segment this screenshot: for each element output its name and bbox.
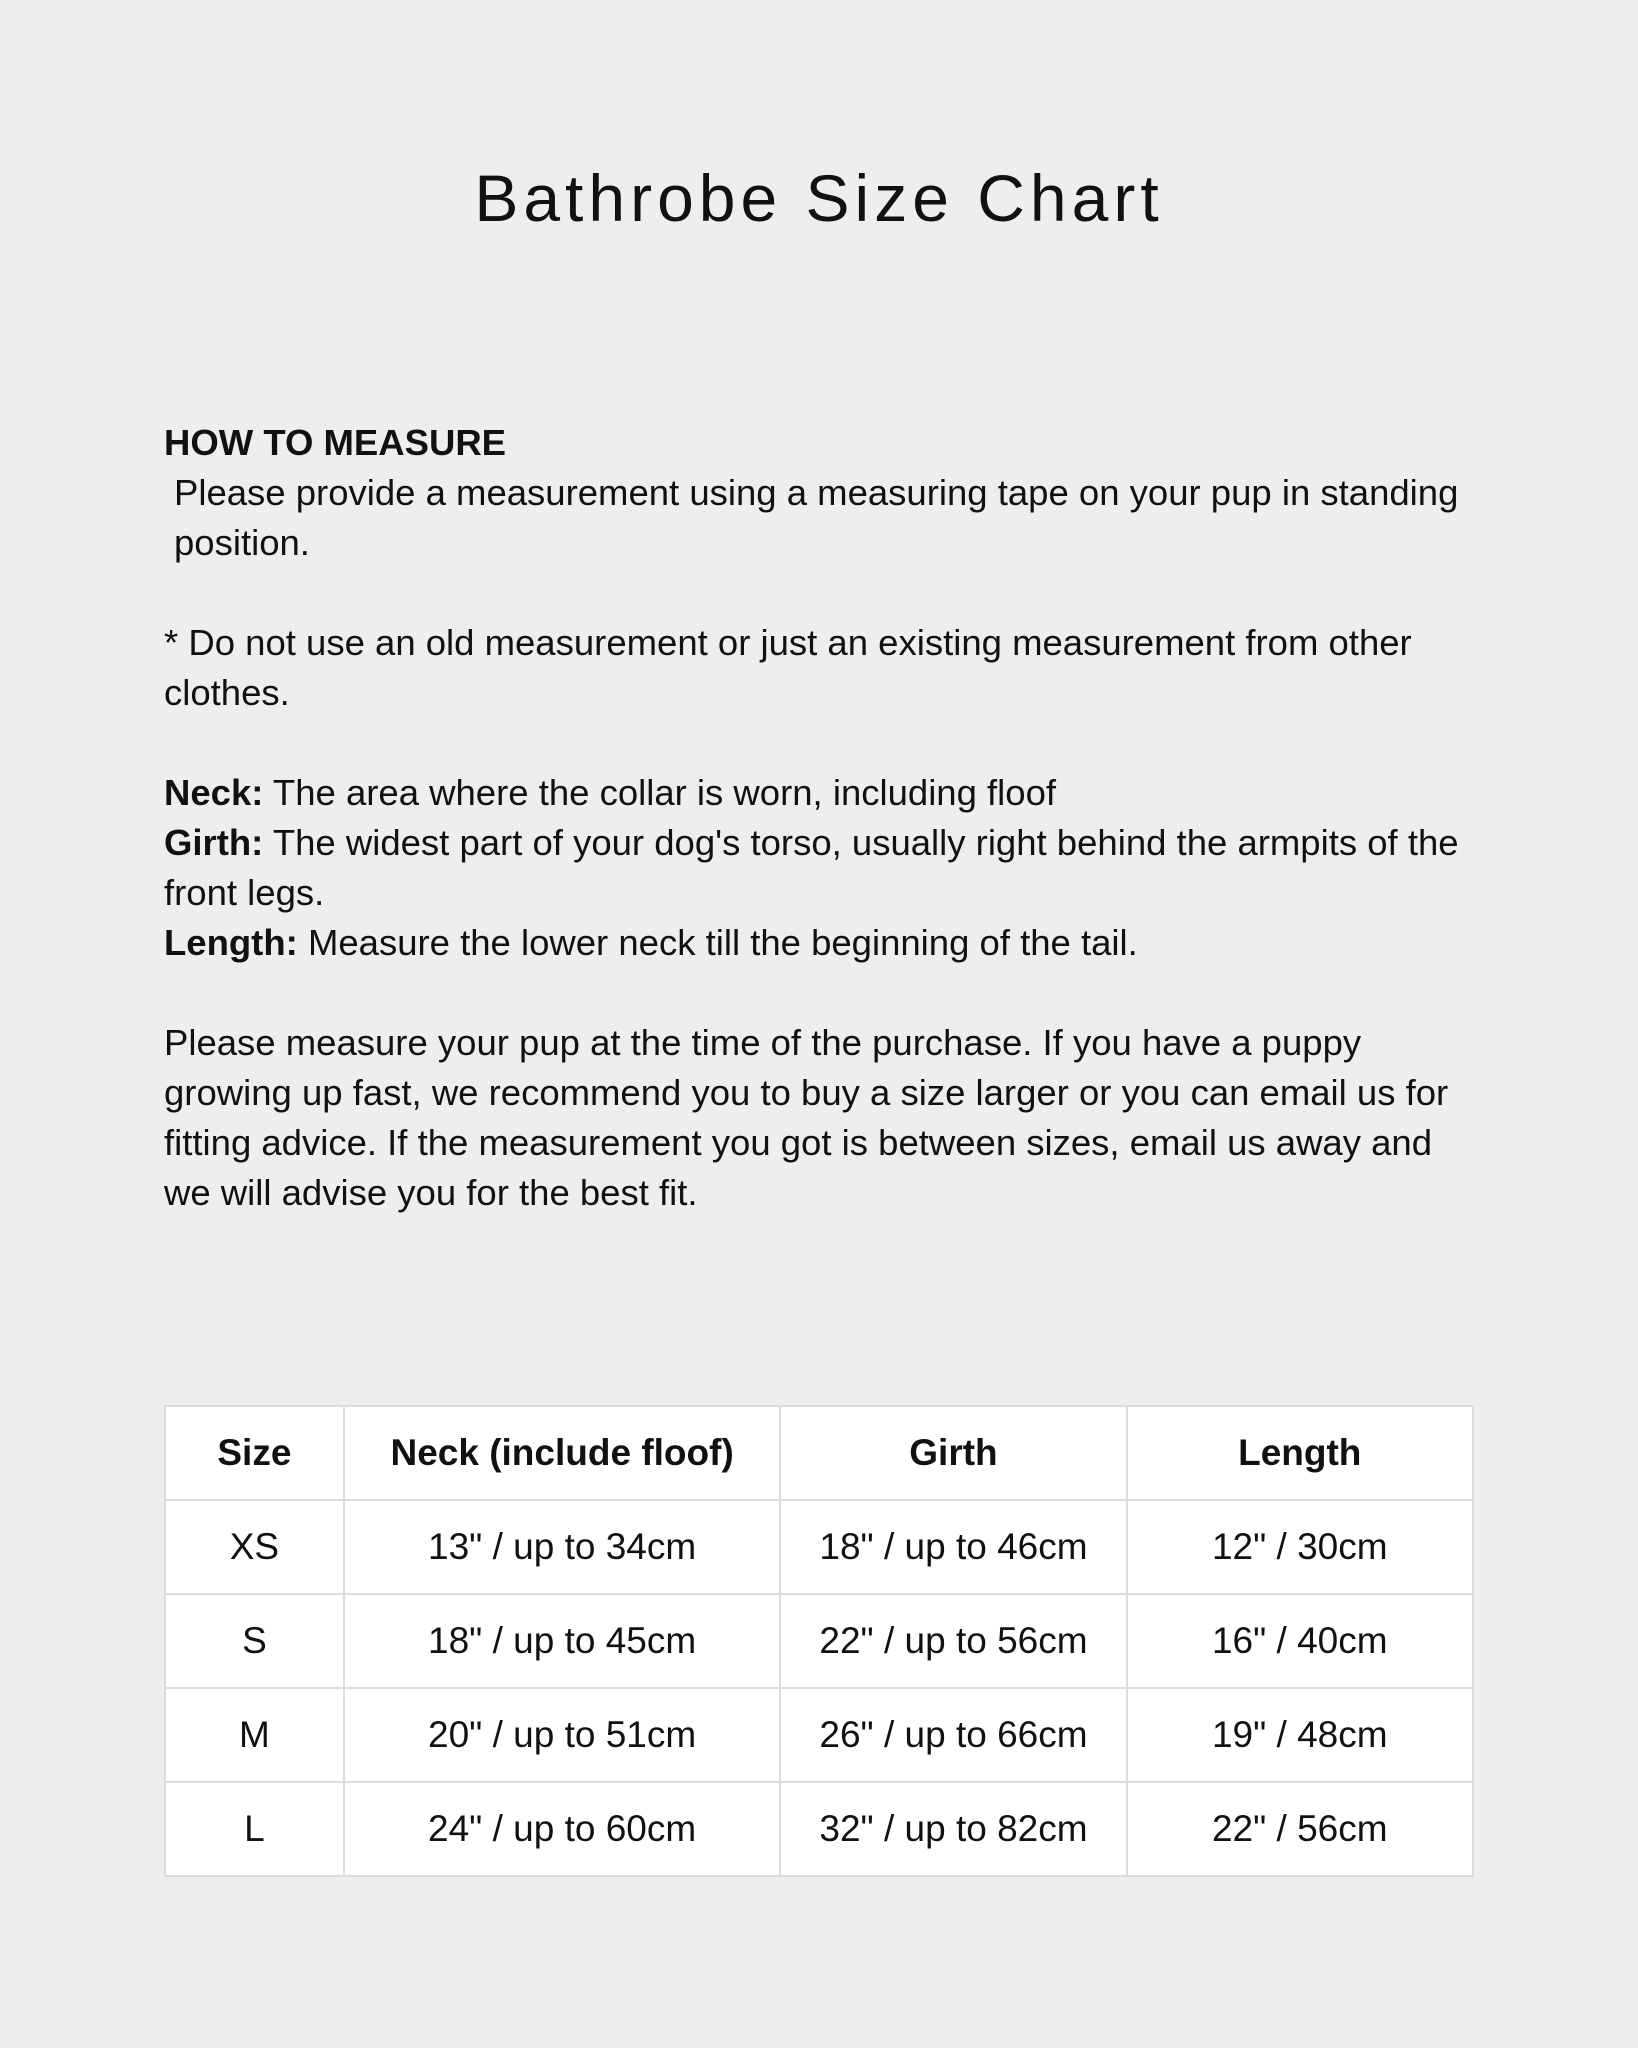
definition-text: Measure the lower neck till the beginning of the tail. — [307, 922, 1138, 963]
how-to-measure-section — [164, 418, 1484, 1218]
section-heading: HOW TO MEASURE — [164, 422, 507, 463]
cell-size: M — [165, 1688, 344, 1782]
note-text: * Do not use an old measurement or just an existing measurement from other clothes. — [164, 622, 1412, 713]
column-header-size: Size — [165, 1406, 344, 1500]
column-header-neck: Neck (include floof) — [344, 1406, 781, 1500]
cell-length: 19" / 48cm — [1127, 1688, 1473, 1782]
definition-girth — [164, 818, 1484, 918]
cell-neck: 18" / up to 45cm — [344, 1594, 781, 1688]
cell-length: 16" / 40cm — [1127, 1594, 1473, 1688]
column-header-length: Length — [1127, 1406, 1473, 1500]
cell-length: 12" / 30cm — [1127, 1500, 1473, 1594]
definition-text: The area where the collar is worn, including floof — [272, 772, 1057, 813]
intro-text: Please provide a measurement using a measuring tape on your pup in standing position. — [174, 472, 1459, 563]
table-row — [165, 1782, 1473, 1876]
page-title: Bathrobe Size Chart — [474, 161, 1164, 235]
cell-girth: 22" / up to 56cm — [780, 1594, 1126, 1688]
cell-girth: 18" / up to 46cm — [780, 1500, 1126, 1594]
definition-neck — [164, 768, 1484, 818]
definition-length — [164, 918, 1484, 968]
table-row — [165, 1688, 1473, 1782]
definition-term: Neck: — [164, 772, 264, 813]
table-header-row — [165, 1406, 1473, 1500]
cell-size: S — [165, 1594, 344, 1688]
cell-neck: 20" / up to 51cm — [344, 1688, 781, 1782]
table-row — [165, 1500, 1473, 1594]
cell-length: 22" / 56cm — [1127, 1782, 1473, 1876]
cell-size: L — [165, 1782, 344, 1876]
cell-size: XS — [165, 1500, 344, 1594]
cell-girth: 26" / up to 66cm — [780, 1688, 1126, 1782]
cell-girth: 32" / up to 82cm — [780, 1782, 1126, 1876]
definition-term: Girth: — [164, 822, 264, 863]
size-table — [164, 1405, 1474, 1877]
column-header-girth: Girth — [780, 1406, 1126, 1500]
cell-neck: 24" / up to 60cm — [344, 1782, 781, 1876]
table-row — [165, 1594, 1473, 1688]
advice-text: Please measure your pup at the time of the purchase. If you have a puppy growing up fast, we recommend you to buy a size larger or you can email us for fitting advice. If the measurement you got is between sizes, email us away and we will advise you for the best fit. — [164, 1022, 1449, 1213]
definition-text: The widest part of your dog's torso, usually right behind the armpits of the front legs. — [164, 822, 1459, 913]
definition-term: Length: — [164, 922, 298, 963]
cell-neck: 13" / up to 34cm — [344, 1500, 781, 1594]
